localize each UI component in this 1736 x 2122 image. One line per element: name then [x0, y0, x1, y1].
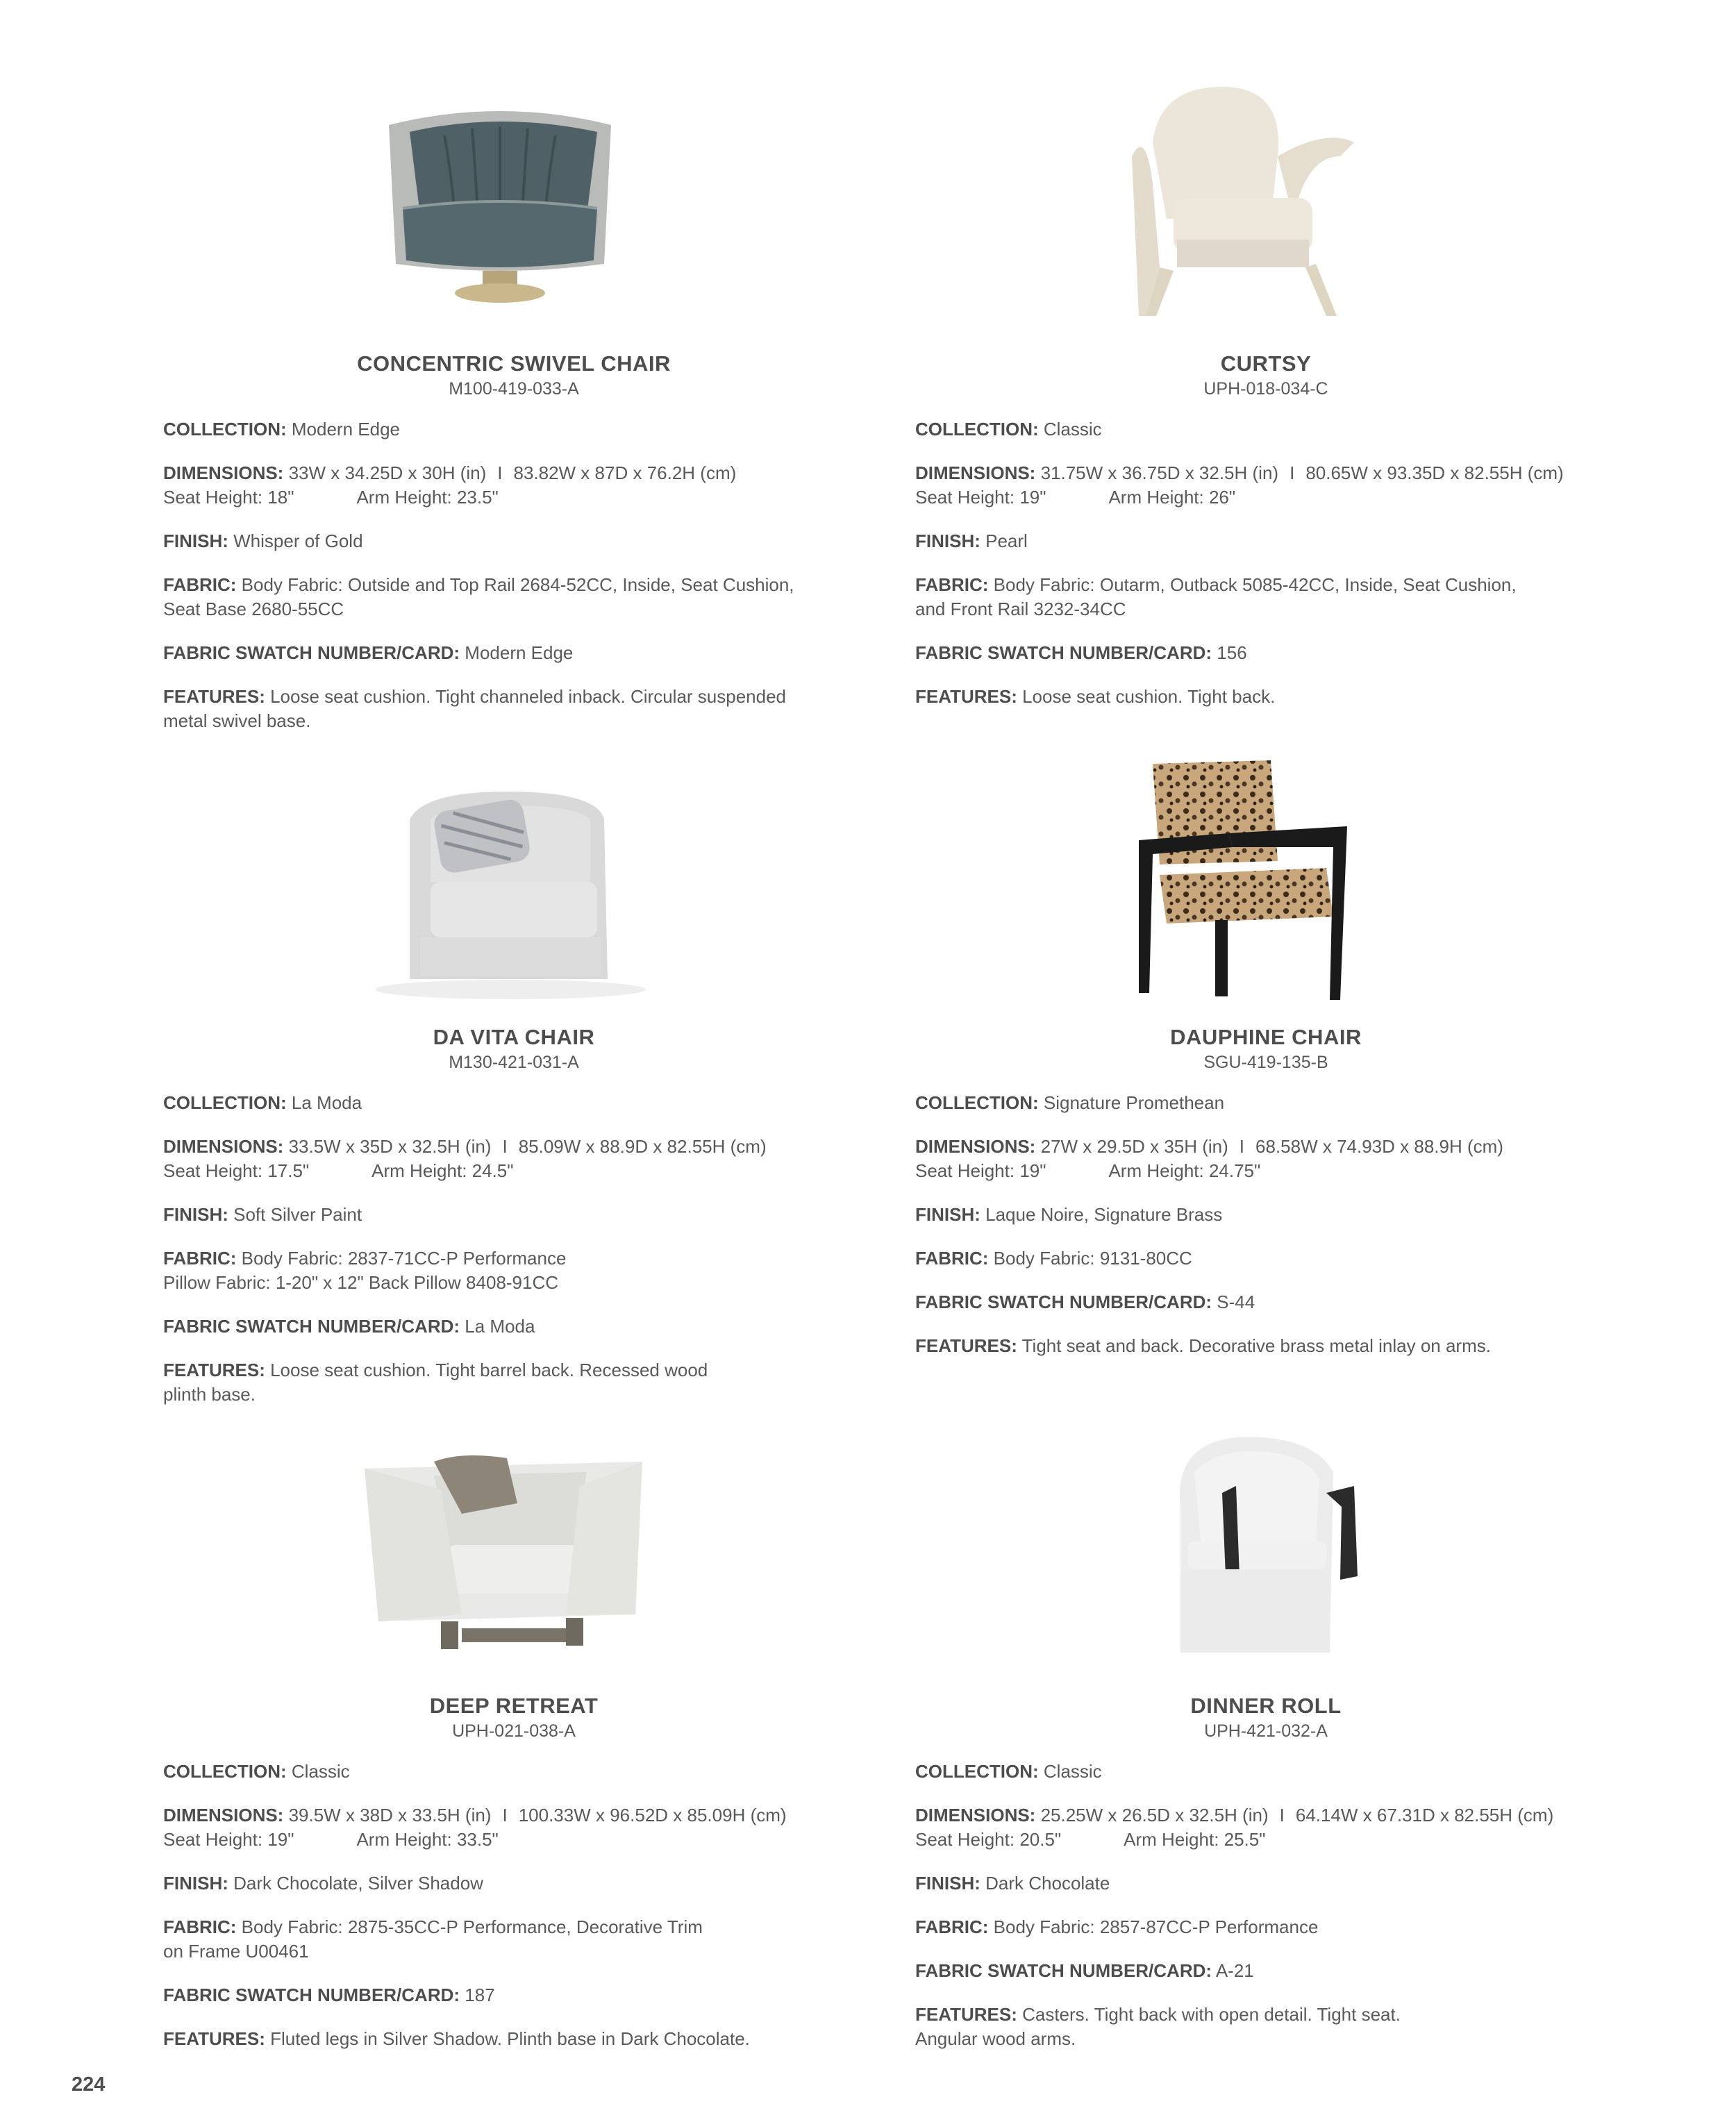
- product-sku: UPH-018-034-C: [1203, 379, 1328, 399]
- features-row: FEATURES: Casters. Tight back with open detail. Tight seat. Angular wood arms.: [915, 2004, 1401, 2049]
- finish-row: FINISH: Dark Chocolate: [915, 1873, 1110, 1894]
- product-deep-retreat: [163, 1693, 865, 2071]
- finish-row: FINISH: Pearl: [915, 530, 1028, 551]
- product-sku: M100-419-033-A: [449, 379, 579, 399]
- product-name: DA VITA CHAIR: [433, 1025, 595, 1049]
- finish-row: FINISH: Soft Silver Paint: [163, 1204, 362, 1225]
- fabric-row: FABRIC: Body Fabric: 9131-80CC: [915, 1248, 1192, 1269]
- product-sku: UPH-421-032-A: [1204, 1721, 1328, 1741]
- collection-row: COLLECTION: La Moda: [163, 1092, 362, 1113]
- curtsy-chair-photo: [1118, 80, 1368, 323]
- page-number: 224: [72, 2073, 106, 2096]
- fabric-row: FABRIC: Body Fabric: Outarm, Outback 5085-42CC, Inside, Seat Cushion, and Front Rail 3232-34CC: [915, 574, 1517, 619]
- finish-row: FINISH: Laque Noire, Signature Brass: [915, 1204, 1223, 1225]
- product-sku: SGU-419-135-B: [1203, 1053, 1328, 1072]
- dimensions-row: DIMENSIONS: 31.75W x 36.75D x 32.5H (in) I 80.65W x 93.35D x 82.55H (cm) Seat Height: 19" Arm Height: 26": [915, 462, 1564, 508]
- product-curtsy: [915, 351, 1617, 728]
- features-row: FEATURES: Fluted legs in Silver Shadow. Plinth base in Dark Chocolate.: [163, 2028, 750, 2049]
- dinner-roll-chair-photo: [1153, 1430, 1361, 1660]
- swatch-row: FABRIC SWATCH NUMBER/CARD: A-21: [915, 1960, 1254, 1981]
- concentric-swivel-chair-photo: [375, 104, 625, 312]
- product-name: CONCENTRIC SWIVEL CHAIR: [357, 351, 671, 376]
- features-row: FEATURES: Loose seat cushion. Tight channeled inback. Circular suspended metal swivel base.: [163, 686, 787, 731]
- product-dauphine-chair: [915, 1024, 1617, 1378]
- swatch-row: FABRIC SWATCH NUMBER/CARD: Modern Edge: [163, 642, 574, 663]
- collection-row: COLLECTION: Modern Edge: [163, 419, 400, 440]
- dimensions-row: DIMENSIONS: 25.25W x 26.5D x 32.5H (in) I 64.14W x 67.31D x 82.55H (cm) Seat Height: 20.5" Arm Height: 25.5": [915, 1805, 1554, 1850]
- swatch-row: FABRIC SWATCH NUMBER/CARD: S-44: [915, 1292, 1255, 1312]
- finish-row: FINISH: Whisper of Gold: [163, 530, 363, 551]
- product-name: DINNER ROLL: [1190, 1694, 1342, 1718]
- dimensions-row: DIMENSIONS: 27W x 29.5D x 35H (in) I 68.58W x 74.93D x 88.9H (cm) Seat Height: 19" Arm Height: 24.75": [915, 1136, 1503, 1181]
- da-vita-chair-photo: [368, 778, 653, 1000]
- dimensions-row: DIMENSIONS: 33.5W x 35D x 32.5H (in) I 85.09W x 88.9D x 82.55H (cm) Seat Height: 17.5" Arm Height: 24.5": [163, 1136, 767, 1181]
- collection-row: COLLECTION: Classic: [163, 1761, 350, 1782]
- deep-retreat-chair-photo: [358, 1448, 649, 1656]
- dauphine-chair-photo: [1132, 757, 1354, 1007]
- collection-row: COLLECTION: Signature Promethean: [915, 1092, 1225, 1113]
- features-row: FEATURES: Tight seat and back. Decorative brass metal inlay on arms.: [915, 1335, 1491, 1356]
- collection-row: COLLECTION: Classic: [915, 1761, 1102, 1782]
- dimensions-row: DIMENSIONS: 33W x 34.25D x 30H (in) I 83.82W x 87D x 76.2H (cm) Seat Height: 18" Arm Height: 23.5": [163, 462, 737, 508]
- swatch-row: FABRIC SWATCH NUMBER/CARD: La Moda: [163, 1316, 535, 1337]
- features-row: FEATURES: Loose seat cushion. Tight back.: [915, 686, 1276, 707]
- product-name: DEEP RETREAT: [429, 1694, 599, 1718]
- features-row: FEATURES: Loose seat cushion. Tight barrel back. Recessed wood plinth base.: [163, 1360, 708, 1405]
- product-sku: UPH-021-038-A: [452, 1721, 576, 1741]
- product-name: CURTSY: [1220, 351, 1312, 376]
- finish-row: FINISH: Dark Chocolate, Silver Shadow: [163, 1873, 483, 1894]
- fabric-row: FABRIC: Body Fabric: Outside and Top Rail 2684-52CC, Inside, Seat Cushion, Seat Base 2680-55CC: [163, 574, 794, 619]
- product-sku: M130-421-031-A: [449, 1053, 579, 1072]
- swatch-row: FABRIC SWATCH NUMBER/CARD: 156: [915, 642, 1247, 663]
- collection-row: COLLECTION: Classic: [915, 419, 1102, 440]
- dimensions-row: DIMENSIONS: 39.5W x 38D x 33.5H (in) I 100.33W x 96.52D x 85.09H (cm) Seat Height: 19" Arm Height: 33.5": [163, 1805, 787, 1850]
- fabric-row: FABRIC: Body Fabric: 2857-87CC-P Performance: [915, 1916, 1319, 1937]
- fabric-row: FABRIC: Body Fabric: 2875-35CC-P Performance, Decorative Trim on Frame U00461: [163, 1916, 703, 1962]
- product-name: DAUPHINE CHAIR: [1170, 1025, 1362, 1049]
- fabric-row: FABRIC: Body Fabric: 2837-71CC-P Performance Pillow Fabric: 1-20" x 12" Back Pillow 8408-91CC: [163, 1248, 567, 1293]
- product-da-vita-chair: [163, 1024, 865, 1426]
- product-concentric-swivel-chair: [163, 351, 865, 753]
- swatch-row: FABRIC SWATCH NUMBER/CARD: 187: [163, 1985, 495, 2005]
- product-dinner-roll: [915, 1693, 1617, 2071]
